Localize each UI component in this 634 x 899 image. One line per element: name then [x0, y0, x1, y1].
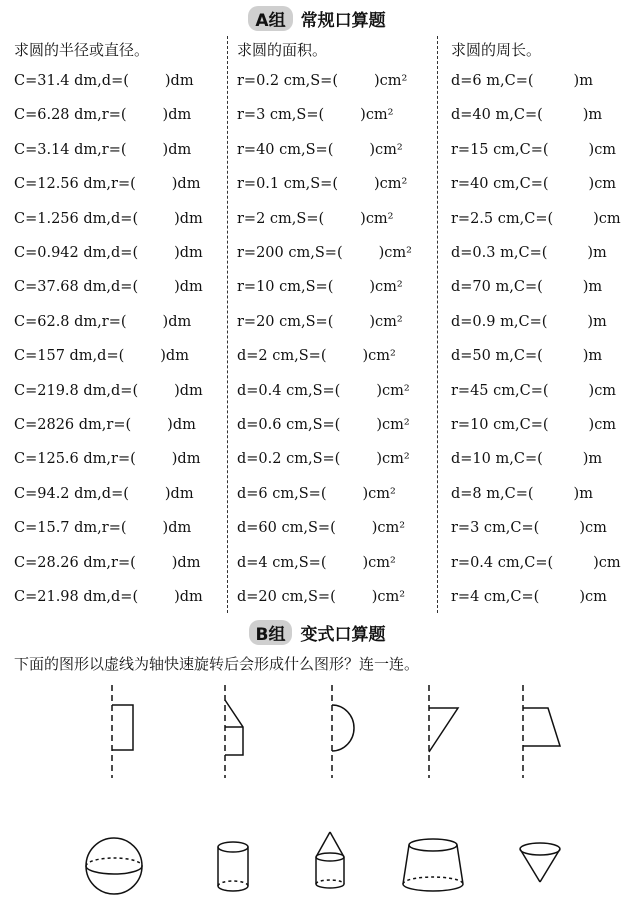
unit-label: )cm²	[376, 451, 410, 468]
unknown-label: d=(	[101, 73, 129, 89]
given-value: C=0.942 dm,	[14, 245, 112, 261]
given-value: d=8 m,	[451, 485, 505, 502]
unknown-label: C=(	[510, 589, 540, 605]
problem-row	[237, 348, 396, 364]
given-value: d=20 cm,	[237, 589, 308, 605]
unknown-label: r=(	[111, 554, 136, 571]
given-value: C=157 dm,	[14, 348, 98, 365]
unknown-label: r=(	[101, 313, 127, 330]
cone-on-cylinder-icon	[316, 832, 344, 888]
unknown-label: C=(	[513, 279, 543, 296]
unknown-label: S=(	[305, 313, 334, 330]
problem-row	[14, 417, 196, 433]
unit-label: )cm²	[373, 176, 408, 193]
unit-label: )dm	[162, 520, 192, 537]
unit-label: )dm	[162, 313, 192, 330]
problem-row	[237, 314, 403, 330]
column-divider	[227, 36, 228, 613]
section-a-badge: A组	[248, 6, 292, 31]
problem-row	[451, 176, 616, 192]
problem-row	[237, 589, 405, 605]
problem-row	[14, 107, 191, 123]
given-value: d=0.3 m,	[451, 245, 519, 261]
unit-label: )dm	[162, 141, 192, 158]
problem-row	[237, 279, 403, 295]
unknown-label: S=(	[305, 279, 334, 296]
unknown-label: r=(	[106, 417, 132, 433]
given-value: d=0.9 m,	[451, 313, 519, 330]
given-value: r=0.2 cm,	[237, 73, 311, 89]
problem-row	[237, 417, 410, 433]
unit-label: )dm	[174, 589, 203, 605]
given-value: r=20 cm,	[237, 313, 306, 330]
problem-row	[451, 555, 621, 571]
given-value: C=31.4 dm,	[14, 73, 102, 89]
unknown-label: S=(	[298, 485, 327, 502]
problem-row	[14, 211, 203, 227]
given-value: r=200 cm,	[237, 245, 315, 261]
given-value: C=6.28 dm,	[14, 107, 102, 124]
given-value: C=1.256 dm,	[14, 210, 112, 227]
problem-row	[237, 211, 394, 227]
cone-icon	[520, 843, 560, 882]
unit-label: )dm	[160, 348, 189, 365]
unit-label: )m	[582, 279, 603, 296]
unknown-label: d=(	[111, 245, 139, 261]
semicircle-icon	[332, 705, 354, 751]
unknown-label: C=(	[518, 313, 548, 330]
problem-row	[14, 555, 200, 571]
unit-label: )cm²	[362, 348, 396, 365]
unit-label: )cm²	[360, 107, 394, 124]
given-value: C=28.26 dm,	[14, 554, 112, 571]
problem-row	[14, 383, 203, 399]
problem-row	[451, 589, 607, 605]
given-value: r=40 cm,	[237, 141, 306, 158]
unit-label: )m	[573, 485, 593, 502]
problem-row	[14, 279, 203, 295]
unknown-label: S=(	[307, 520, 336, 537]
unit-label: )dm	[171, 176, 201, 193]
given-value: d=70 m,	[451, 279, 514, 296]
problem-row	[451, 73, 593, 89]
problem-row	[451, 142, 616, 158]
section-b-title: B组 变式口算题	[0, 620, 634, 645]
given-value: r=45 cm,	[451, 382, 520, 399]
column-1-heading: 求圆的半径或直径。	[14, 41, 150, 59]
given-value: C=62.8 dm,	[14, 313, 102, 330]
unknown-label: C=(	[513, 451, 543, 468]
given-value: d=0.6 cm,	[237, 417, 313, 433]
unknown-label: r=(	[111, 451, 136, 468]
unknown-label: C=(	[519, 141, 549, 158]
unit-label: )dm	[171, 451, 201, 468]
unit-label: )dm	[174, 210, 203, 227]
problem-row	[237, 486, 396, 502]
unit-label: )dm	[174, 382, 203, 399]
column-divider	[437, 36, 438, 613]
unknown-label: S=(	[298, 348, 327, 365]
given-value: d=4 cm,	[237, 554, 299, 571]
given-value: C=3.14 dm,	[14, 141, 102, 158]
given-value: r=3 cm,	[451, 520, 511, 537]
given-value: C=12.56 dm,	[14, 176, 112, 193]
unknown-label: S=(	[307, 589, 336, 605]
unknown-label: C=(	[519, 417, 549, 433]
unknown-label: C=(	[524, 210, 554, 227]
column-3-heading: 求圆的周长。	[451, 41, 542, 59]
unknown-label: d=(	[111, 589, 139, 605]
unknown-label: S=(	[310, 73, 338, 89]
problem-row	[14, 486, 194, 502]
problem-row	[14, 314, 191, 330]
unknown-label: r=(	[101, 107, 127, 124]
unit-label: )cm	[588, 417, 617, 433]
unit-label: )cm²	[376, 382, 410, 399]
problem-row	[237, 73, 407, 89]
given-value: r=4 cm,	[451, 589, 511, 605]
problem-row	[451, 279, 602, 295]
unknown-label: d=(	[101, 485, 129, 502]
section-b-badge: B组	[249, 620, 293, 645]
cylinder-icon	[218, 842, 248, 891]
problem-row	[451, 245, 607, 261]
unknown-label: S=(	[298, 554, 327, 571]
given-value: C=37.68 dm,	[14, 279, 112, 296]
given-value: r=10 cm,	[237, 279, 306, 296]
problem-row	[237, 142, 403, 158]
unit-label: )cm²	[376, 417, 410, 433]
unit-label: )dm	[171, 554, 201, 571]
problem-row	[14, 176, 200, 192]
unknown-label: C=(	[518, 245, 548, 261]
unknown-label: r=(	[111, 176, 136, 193]
unit-label: )m	[587, 313, 607, 330]
given-value: d=60 cm,	[237, 520, 308, 537]
unknown-label: S=(	[314, 245, 343, 261]
unknown-label: d=(	[111, 279, 139, 296]
unit-label: )cm²	[378, 245, 412, 261]
given-value: r=10 cm,	[451, 417, 520, 433]
problem-row	[237, 176, 407, 192]
given-value: C=125.6 dm,	[14, 451, 112, 468]
unit-label: )m	[582, 107, 603, 124]
problem-row	[451, 520, 607, 536]
unknown-label: r=(	[101, 520, 127, 537]
problem-row	[451, 417, 616, 433]
unit-label: )dm	[162, 107, 192, 124]
problem-row	[451, 383, 616, 399]
unit-label: )cm²	[362, 485, 396, 502]
given-value: r=40 cm,	[451, 176, 520, 193]
frustum-icon	[403, 839, 463, 891]
given-value: d=50 m,	[451, 348, 514, 365]
problem-row	[237, 451, 410, 467]
unit-label: )dm	[167, 417, 196, 433]
unknown-label: C=(	[513, 107, 543, 124]
unit-label: )cm²	[360, 210, 394, 227]
given-value: r=15 cm,	[451, 141, 520, 158]
unit-label: )dm	[174, 245, 203, 261]
given-value: d=6 cm,	[237, 485, 299, 502]
problem-row	[14, 348, 189, 364]
unknown-label: C=(	[519, 382, 549, 399]
unknown-label: C=(	[504, 485, 534, 502]
unit-label: )m	[582, 451, 603, 468]
unknown-label: S=(	[296, 107, 325, 124]
unit-label: )cm²	[371, 520, 406, 537]
unit-label: )m	[582, 348, 603, 365]
instruction-text: 下面的图形以虚线为轴快速旋转后会形成什么图形？连一连。	[14, 655, 420, 673]
problem-row	[237, 555, 396, 571]
unit-label: )m	[587, 245, 607, 261]
given-value: r=2 cm,	[237, 210, 297, 227]
unknown-label: r=(	[101, 141, 127, 158]
unit-label: )cm²	[369, 313, 403, 330]
unit-label: )cm	[593, 210, 621, 227]
unit-label: )cm²	[371, 589, 406, 605]
problem-row	[237, 383, 410, 399]
unit-label: )dm	[174, 279, 203, 296]
given-value: d=40 m,	[451, 107, 514, 124]
rectangle-icon	[112, 705, 133, 750]
problem-row	[451, 486, 593, 502]
unknown-label: S=(	[305, 141, 334, 158]
sphere-icon	[86, 838, 142, 894]
given-value: d=6 m,	[451, 73, 505, 89]
problem-row	[451, 348, 602, 364]
given-value: C=219.8 dm,	[14, 382, 112, 399]
unit-label: )cm²	[369, 141, 403, 158]
given-value: C=2826 dm,	[14, 417, 107, 433]
unknown-label: d=(	[111, 382, 139, 399]
unit-label: )cm	[588, 141, 617, 158]
right-trapezoid-icon	[523, 708, 560, 746]
problem-row	[14, 451, 200, 467]
problem-row	[14, 245, 203, 261]
unknown-label: C=(	[519, 176, 549, 193]
unit-label: )cm	[579, 520, 607, 537]
given-value: C=94.2 dm,	[14, 485, 102, 502]
unit-label: )cm²	[362, 554, 396, 571]
unit-label: )dm	[164, 485, 194, 502]
unit-label: )cm²	[373, 73, 408, 89]
problem-row	[14, 73, 194, 89]
given-value: r=0.4 cm,	[451, 554, 525, 571]
unknown-label: C=(	[504, 73, 534, 89]
unit-label: )cm	[588, 382, 617, 399]
problem-row	[451, 451, 602, 467]
problem-row	[451, 314, 607, 330]
unit-label: )cm	[579, 589, 607, 605]
given-value: r=3 cm,	[237, 107, 297, 124]
unknown-label: S=(	[310, 176, 338, 193]
given-value: r=0.1 cm,	[237, 176, 311, 193]
problem-row	[14, 142, 191, 158]
problem-row	[451, 107, 602, 123]
unit-label: )m	[573, 73, 593, 89]
given-value: r=2.5 cm,	[451, 210, 525, 227]
unknown-label: S=(	[312, 382, 341, 399]
unknown-label: S=(	[312, 417, 341, 433]
unknown-label: C=(	[524, 554, 554, 571]
shapes-diagram	[0, 670, 634, 899]
unknown-label: C=(	[510, 520, 540, 537]
given-value: C=21.98 dm,	[14, 589, 112, 605]
given-value: d=0.2 cm,	[237, 451, 313, 468]
problem-row	[237, 520, 405, 536]
unknown-label: C=(	[513, 348, 543, 365]
problem-row	[14, 520, 191, 536]
unit-label: )cm	[588, 176, 617, 193]
given-value: d=0.4 cm,	[237, 382, 313, 399]
problem-row	[237, 107, 394, 123]
section-a-title: A组 常规口算题	[0, 6, 634, 31]
unit-label: )cm²	[369, 279, 403, 296]
problem-row	[237, 245, 412, 261]
unknown-label: S=(	[296, 210, 325, 227]
unknown-label: S=(	[312, 451, 341, 468]
problem-row	[14, 589, 203, 605]
unknown-label: d=(	[111, 210, 139, 227]
given-value: d=2 cm,	[237, 348, 299, 365]
problem-row	[451, 211, 621, 227]
unknown-label: d=(	[97, 348, 125, 365]
unit-label: )dm	[164, 73, 194, 89]
given-value: C=15.7 dm,	[14, 520, 102, 537]
unit-label: )cm	[593, 554, 621, 571]
given-value: d=10 m,	[451, 451, 514, 468]
right-triangle-icon	[429, 708, 458, 752]
column-2-heading: 求圆的面积。	[237, 41, 328, 59]
